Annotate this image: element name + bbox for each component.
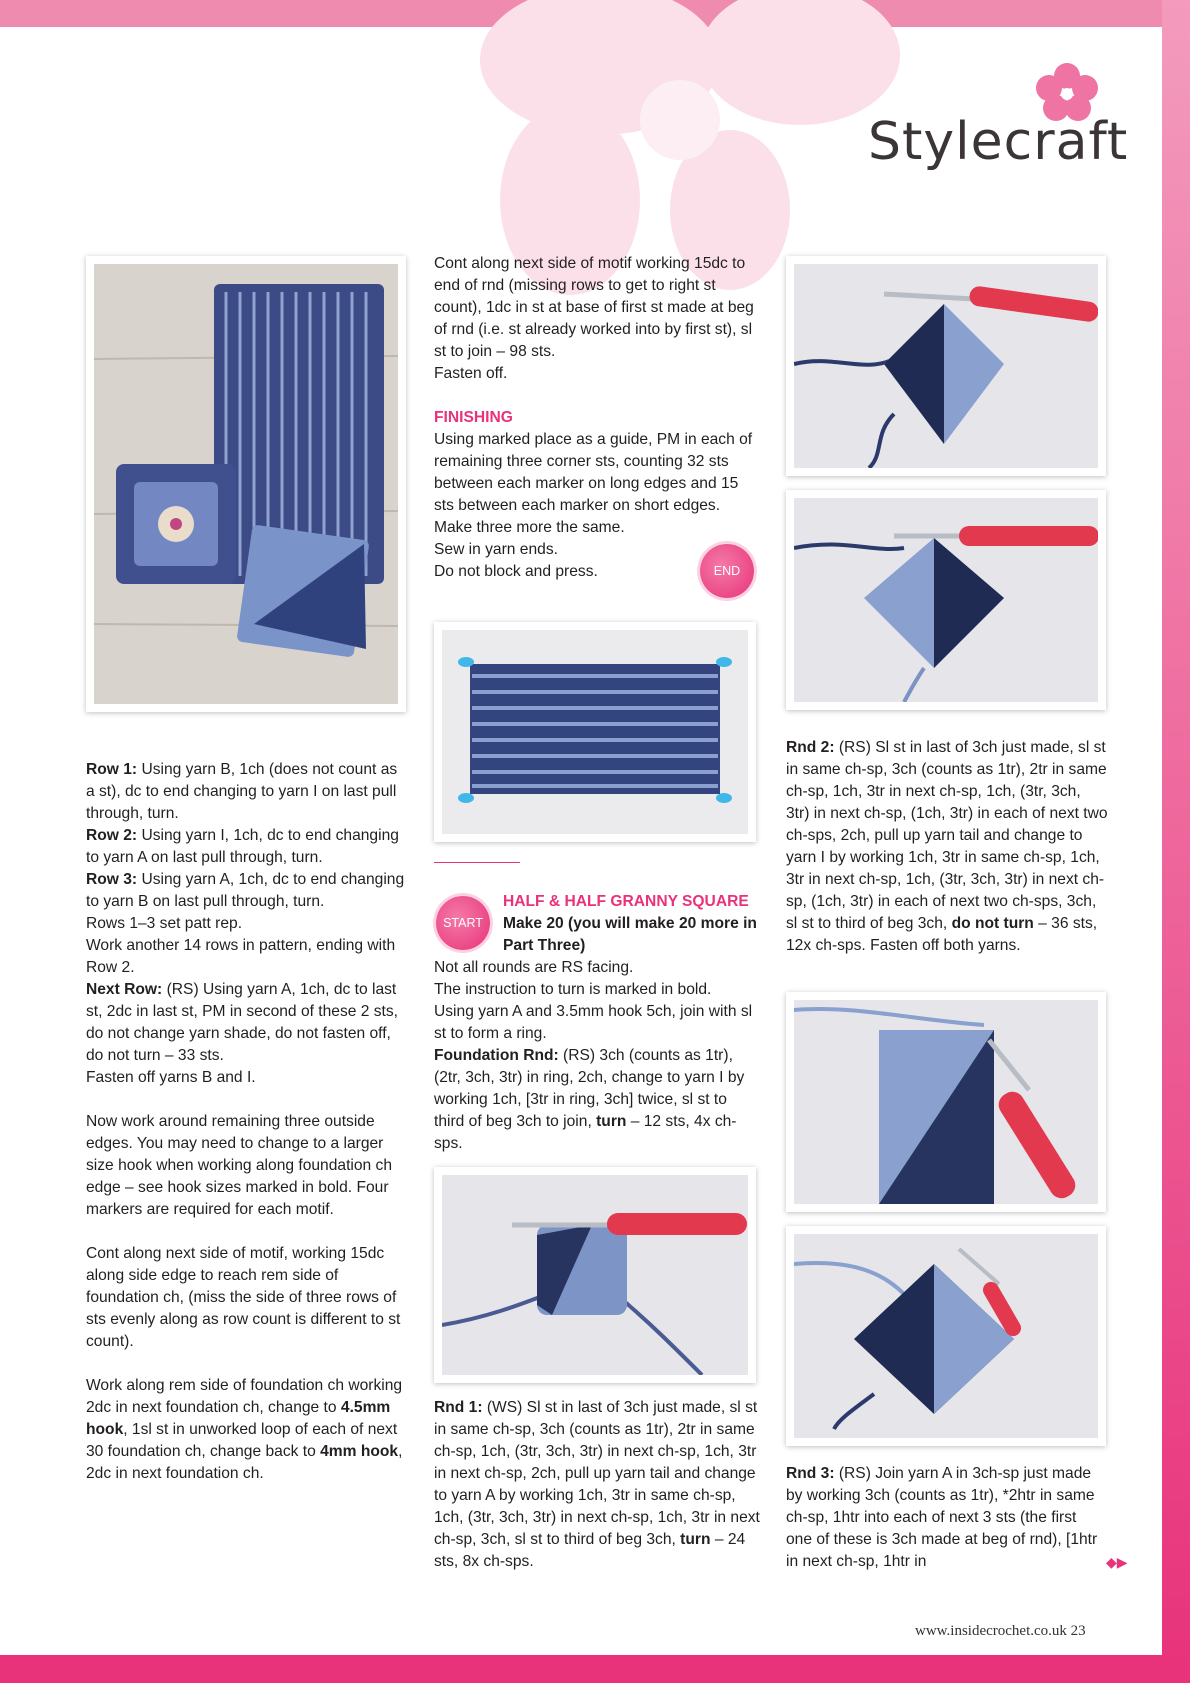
do-not-block-note: Do not block and press. (434, 563, 598, 580)
arrow-right-icon: ◆▶ (1106, 1554, 1128, 1570)
sew-in-note: Sew in yarn ends. (434, 541, 558, 558)
photo-foundation-round (434, 1167, 756, 1383)
column-2-rnd1 (434, 1397, 760, 1573)
bottom-accent-bar (0, 1655, 1190, 1683)
finishing-text: Using marked place as a guide, PM in each of remaining three corner sts, counting 32 sts between each marker on long edges and 15 sts between each marker on short edges. (434, 431, 753, 514)
finishing-heading: FINISHING (434, 409, 513, 426)
not-all-rounds-note: Not all rounds are RS facing. (434, 959, 634, 976)
work-another-note: Work another 14 rows in pattern, ending with Row 2. (86, 937, 396, 976)
fasten-off-2: Fasten off. (434, 365, 508, 382)
cont-along-paragraph: Cont along next side of motif, working 15dc along side edge to reach rem side of foundation ch, (miss the side of three rows of sts evenly along as row count is different to st count). (86, 1245, 401, 1350)
right-accent-bar (1162, 0, 1190, 1683)
round-3-instruction: Rnd 3: (RS) Join yarn A in 3ch-sp just made by working 3ch (counts as 1tr), *2htr in same ch-sp, 1htr into each of next 3 sts (the first one of these is 3ch made at beg of rnd), [1htr in next ch-sp, 1htr in (786, 1465, 1098, 1570)
footer-url: www.insidecrochet.co.uk (915, 1623, 1067, 1639)
work-along-paragraph: Work along rem side of foundation ch working 2dc in next foundation ch, change to 4.5mm hook, 1sl st in unworked loop of each of next 30 foundation ch, change back to 4mm hook, 2dc in next foundation ch. (86, 1377, 403, 1482)
photo-round-2-progress (786, 992, 1106, 1212)
using-yarn-a-note: Using yarn A and 3.5mm hook 5ch, join with sl st to form a ring. (434, 1003, 753, 1042)
stylecraft-logo (868, 62, 1129, 182)
page-number: 23 (1070, 1623, 1086, 1639)
make-three-note: Make three more the same. (434, 519, 625, 536)
granny-square-heading: HALF & HALF GRANNY SQUARE (503, 893, 749, 910)
photo-round-2-complete (786, 1226, 1106, 1446)
photo-finished-motifs (86, 256, 406, 712)
cont-along-next-side: Cont along next side of motif working 15dc to end of rnd (missing rows to get to right st count), 1dc in st at base of first st made at beg of rnd (i.e. st already worked into by first st), sl st to join – 98 sts. (434, 255, 754, 360)
row-1-instruction: Row 1: Using yarn B, 1ch (does not count as a st), dc to end changing to yarn I on last pull through, turn. (86, 761, 398, 822)
fasten-off-note: Fasten off yarns B and I. (86, 1069, 256, 1086)
start-badge: START (436, 896, 490, 950)
end-badge: END (700, 544, 754, 598)
photo-rectangle-markers (434, 622, 756, 842)
row-2-instruction: Row 2: Using yarn I, 1ch, dc to end changing to yarn A on last pull through, turn. (86, 827, 399, 866)
column-2-granny (434, 957, 760, 1155)
make-20-note: Make 20 (you will make 20 more in Part Three) (503, 915, 757, 954)
foundation-round: Foundation Rnd: (RS) 3ch (counts as 1tr), (2tr, 3ch, 3tr) in ring, 2ch, change to yarn I by working 1ch, [3tr in ring, 3ch] twice, sl st to third of beg 3ch to join, turn – 12 sts, 4x ch-sps. (434, 1047, 745, 1152)
turn-instruction-note: The instruction to turn is marked in bold. (434, 981, 712, 998)
granny-square-header (503, 891, 773, 957)
round-2-instruction: Rnd 2: (RS) Sl st in last of 3ch just made, sl st in same ch-sp, 3ch (counts as 1tr), 2tr in same ch-sp, 1ch, 3tr in next ch-sp, 1ch, (3tr, 3ch, 3tr) in next ch-sp, (1ch, 3tr) in each of next two ch-sps, 2ch, pull up yarn tail and change to yarn I by working 1ch, 3tr in same ch-sp, 1ch, 3tr in next ch-sp, 1ch, (3tr, 3ch, 3tr) in next ch-sp, (1ch, 3tr) in each of next two ch-sps, 3ch, sl st to third of beg 3ch, do not turn – 36 sts, 12x ch-sps. Fasten off both yarns. (786, 739, 1108, 954)
column-2-top (434, 253, 760, 583)
page-footer (915, 1623, 1086, 1640)
next-row-instruction: Next Row: (RS) Using yarn A, 1ch, dc to last st, 2dc in last st, PM in second of these 2 sts, do not change yarn shade, do not fasten off, do not turn – 33 sts. (86, 981, 399, 1064)
column-3-rnd2 (786, 737, 1108, 957)
column-3-rnd3 (786, 1463, 1106, 1573)
photo-round-1-progress (786, 256, 1106, 476)
column-1 (86, 759, 410, 1485)
section-divider (434, 862, 520, 863)
row-3-instruction: Row 3: Using yarn A, 1ch, dc to end changing to yarn B on last pull through, turn. (86, 871, 405, 910)
rows-repeat-note: Rows 1–3 set patt rep. (86, 915, 243, 932)
round-1-instruction: Rnd 1: (WS) Sl st in last of 3ch just made, sl st in same ch-sp, 3ch (counts as 1tr), 2tr in same ch-sp, 1ch, (3tr, 3ch, 3tr) in next ch-sp, 1ch, 3tr in next ch-sp, 2ch, pull up yarn tail and change to yarn A by working 1ch, 3tr in same ch-sp, 1ch, (3tr, 3ch, 3tr) in next ch-sp, 1ch, 3tr in next ch-sp, 3ch, sl st to third of beg 3ch, turn – 24 sts, 8x ch-sps. (434, 1399, 760, 1570)
photo-round-1-complete (786, 490, 1106, 710)
brand-name: Stylecraft (868, 112, 1129, 172)
now-work-paragraph: Now work around remaining three outside edges. You may need to change to a larger size hook when working along foundation ch edge – see hook sizes marked in bold. Four markers are required for each motif. (86, 1113, 393, 1218)
